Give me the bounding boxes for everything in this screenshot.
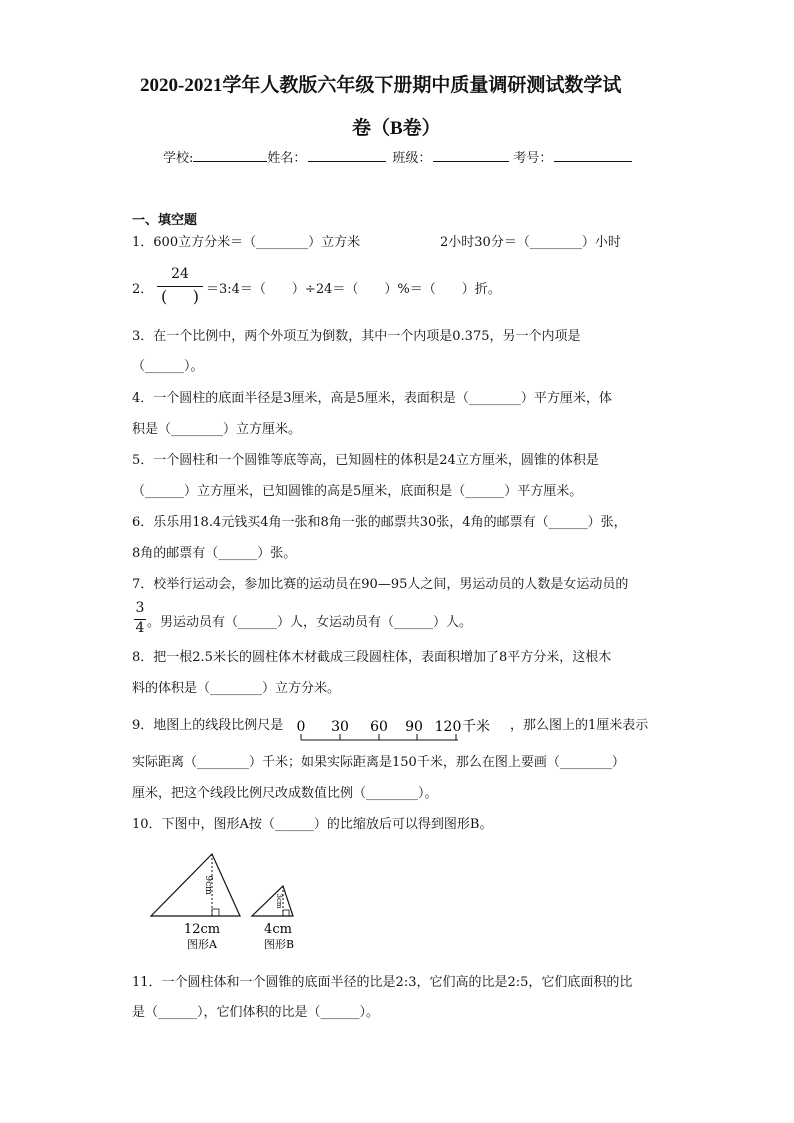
q2-fraction-numerator: 24	[171, 266, 189, 282]
question-7-line2: 。男运动员有（______）人，女运动员有（______）人。	[147, 615, 473, 630]
student-info-row	[163, 147, 632, 166]
scale-tick-90: 90	[405, 719, 423, 735]
question-7-line1: 7．校举行运动会，参加比赛的运动员在90—95人之间，男运动员的人数是女运动员的	[132, 577, 629, 592]
question-6-line1: 6．乐乐用18.4元钱买4角一张和8角一张的邮票共30张，4角的邮票有（______）张，	[132, 515, 627, 530]
question-11-line1: 11．一个圆柱体和一个圆锥的底面半径的比是2:3，它们高的比是2:5，它们底面积的比	[132, 975, 633, 990]
class-label: 班级：	[392, 151, 432, 166]
question-5-line1: 5．一个圆柱和一个圆锥等底等高，已知圆柱的体积是24立方厘米，圆锥的体积是	[132, 453, 599, 468]
triangle-a-name: 图形A	[187, 938, 217, 951]
question-10: 10．下图中，图形A按（______）的比缩放后可以得到图形B。	[132, 817, 493, 832]
question-3-line2: （______）。	[132, 359, 204, 374]
question-11-line2: 是（______），它们体积的比是（______）。	[132, 1005, 380, 1020]
question-4-line2: 积是（________）立方厘米。	[132, 422, 302, 437]
school-field[interactable]	[193, 149, 267, 162]
question-1b: 2小时30分＝（________）小时	[440, 235, 621, 250]
question-9-line2: 实际距离（________）千米；如果实际距离是150千米，那么在图上要画（________）	[132, 755, 625, 770]
question-2-number: 2．	[132, 282, 154, 297]
triangle-b-base-label: 4cm	[264, 922, 292, 937]
section-title: 一、填空题	[132, 213, 198, 228]
question-3-line1: 3．在一个比例中，两个外项互为倒数，其中一个内项是0.375，另一个内项是	[132, 329, 581, 344]
exam-no-field[interactable]	[554, 149, 632, 162]
scale-tick-0: 0	[296, 719, 306, 735]
question-8-line2: 料的体积是（________）立方分米。	[132, 681, 341, 696]
question-9-line1b: ，那么图上的1厘米表示	[510, 718, 649, 733]
name-label: 姓名：	[267, 151, 307, 166]
page-title-line1: 2020-2021学年人教版六年级下册期中质量调研测试数学试	[140, 75, 622, 96]
question-5-line2: （______）立方厘米，已知圆锥的高是5厘米，底面积是（______）平方厘米。	[132, 484, 583, 499]
scale-unit: 千米	[462, 719, 490, 735]
scale-bar	[296, 714, 506, 746]
triangle-a-height-label: 9cm	[203, 875, 213, 895]
question-2-rest: ＝3:4＝（ ）÷24＝（ ）%＝（ ）折。	[206, 282, 501, 297]
q2-fraction-denominator: ( )	[161, 287, 199, 306]
exam-no-label: 考号：	[513, 151, 553, 166]
triangle-b-name: 图形B	[263, 938, 295, 951]
question-9-line1a: 9．地图上的线段比例尺是	[132, 718, 284, 733]
scale-tick-60: 60	[370, 719, 388, 735]
triangle-b	[252, 886, 293, 916]
school-label: 学校:	[163, 151, 194, 166]
question-1a: 1．600立方分米＝（________）立方米	[132, 235, 361, 250]
question-9-line3: 厘米，把这个线段比例尺改成数值比例（________）。	[132, 786, 438, 801]
question-6-line2: 8角的邮票有（______）张。	[132, 546, 297, 561]
q7-fraction-numerator: 3	[135, 600, 145, 616]
triangle-a-base-label: 12cm	[183, 922, 221, 937]
q7-fraction-denominator: 4	[135, 620, 145, 636]
name-field[interactable]	[308, 149, 386, 162]
triangle-figure	[140, 848, 320, 956]
triangle-a	[151, 854, 240, 916]
page-title-line2: 卷（B卷）	[352, 118, 441, 139]
class-field[interactable]	[433, 149, 509, 162]
question-8-line1: 8．把一根2.5米长的圆柱体木材截成三段圆柱体，表面积增加了8平方分米，这根木	[132, 650, 612, 665]
scale-tick-120: 120	[434, 719, 462, 735]
scale-tick-30: 30	[331, 719, 349, 735]
question-4-line1: 4．一个圆柱的底面半径是3厘米，高是5厘米，表面积是（________）平方厘米，体	[132, 391, 612, 406]
triangle-b-height-label: 3cm	[275, 893, 283, 909]
